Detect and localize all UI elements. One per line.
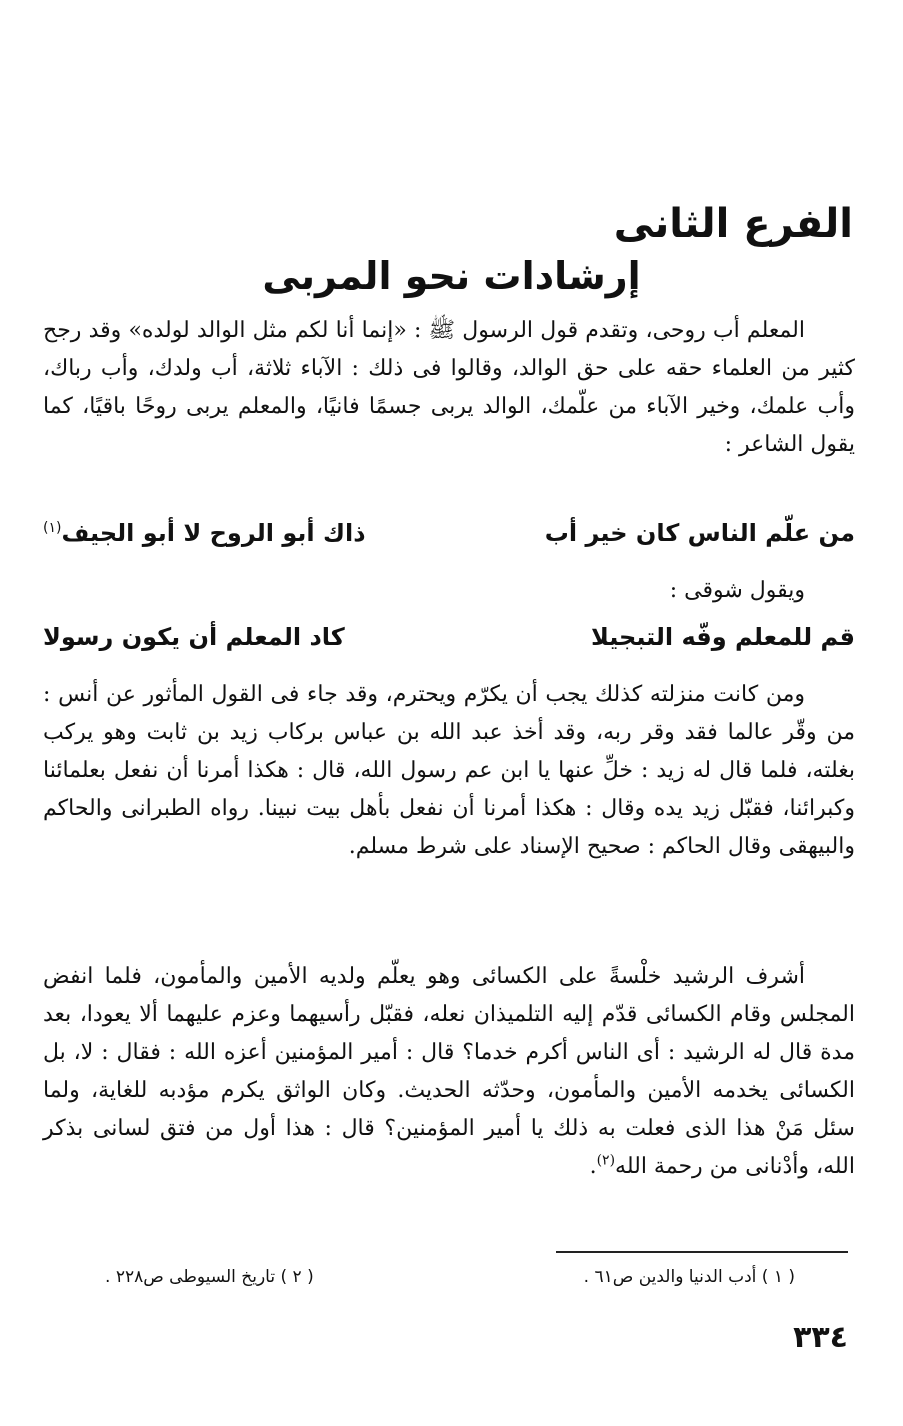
footnote: ( ١ ) أدب الدنيا والدين ص٦١ . <box>583 1267 795 1287</box>
verse-first-hemistich: من علّم الناس كان خير أب <box>544 519 855 547</box>
section-heading: الفرع الثانى <box>613 201 853 247</box>
paragraph <box>43 676 855 866</box>
footnote-divider <box>556 1251 848 1253</box>
paragraph <box>43 958 855 1186</box>
footnote-marker: (٢) <box>596 1152 616 1169</box>
verse-second-hemistich <box>43 508 366 558</box>
footnotes <box>105 1262 795 1292</box>
paragraph-text: ومن كانت منزلته كذلك يجب أن يكرّم ويحترم، وقد جاء فى القول المأثور عن أنس : من وقّر عالما فقد وقر ربه، وقد أخذ عبد الله بن عباس بركاب زيد بن ثابت وهو يركب بغلته، فلما قال له زيد : خلِّ عنها يا ابن عم رسول الله، قال : هكذا أمرنا أن نفعل بعلمائنا وكبرائنا، فقبّل زيد يده وقال : هكذا أمرنا أن نفعل بأهل بيت نبينا. رواه الطبرانى والحاكم والبيهقى وقال الحاكم : صحيح الإسناد على شرط مسلم. <box>43 682 855 859</box>
footnote-marker: (١) <box>43 520 62 536</box>
page-title: إرشادات نحو المربى <box>262 254 641 298</box>
poem-verse <box>43 508 855 558</box>
paragraph <box>43 312 855 464</box>
verse-second-hemistich: كاد المعلم أن يكون رسولا <box>43 623 345 651</box>
verse-first-hemistich: قم للمعلم وفّه التبجيلا <box>591 623 855 651</box>
paragraph <box>43 572 855 610</box>
page-number: ٣٣٤ <box>793 1320 848 1355</box>
paragraph-text: ويقول شوقى : <box>669 578 805 603</box>
verse-second-hemistich-text: ذاك أبو الروح لا أبو الجيف <box>61 519 366 547</box>
paragraph-text: المعلم أب روحى، وتقدم قول الرسول ﷺ : «إنما أنا لكم مثل الوالد لولده» وقد رجح كثير من العلماء حقه على حق الوالد، وقالوا فى ذلك : الآباء ثلاثة، أب ولدك، وأب رباك، وأب علمك، وخير الآباء من علّمك، الوالد يربى جسمًا فانيًا، والمعلم يربى روحًا باقيًا، كما يقول الشاعر : <box>43 318 855 457</box>
paragraph-end: . <box>589 1154 597 1179</box>
paragraph-text: أشرف الرشيد خلْسةً على الكسائى وهو يعلّم ولديه الأمين والمأمون، فلما انفض المجلس وقام الكسائى قدّم إليه التلميذان نعله، فقبّل رأسيهما وعزم عليهما ألا يعودا، بعد مدة قال له الرشيد : أى الناس أكرم خدما؟ قال : أمير المؤمنين أعزه الله : فقال : لا، بل الكسائى يخدمه الأمين والمأمون، وحدّثه الحديث. وكان الواثق يكرم مؤدبه للغاية، ولما سئل مَنْ هذا الذى فعلت به ذلك يا أمير المؤمنين؟ قال : هذا أول من فتق لسانى بذكر الله، وأدْنانى من رحمة الله <box>43 964 855 1179</box>
poem-verse <box>43 612 855 662</box>
footnote: ( ٢ ) تاريخ السيوطى ص٢٢٨ . <box>105 1267 314 1287</box>
